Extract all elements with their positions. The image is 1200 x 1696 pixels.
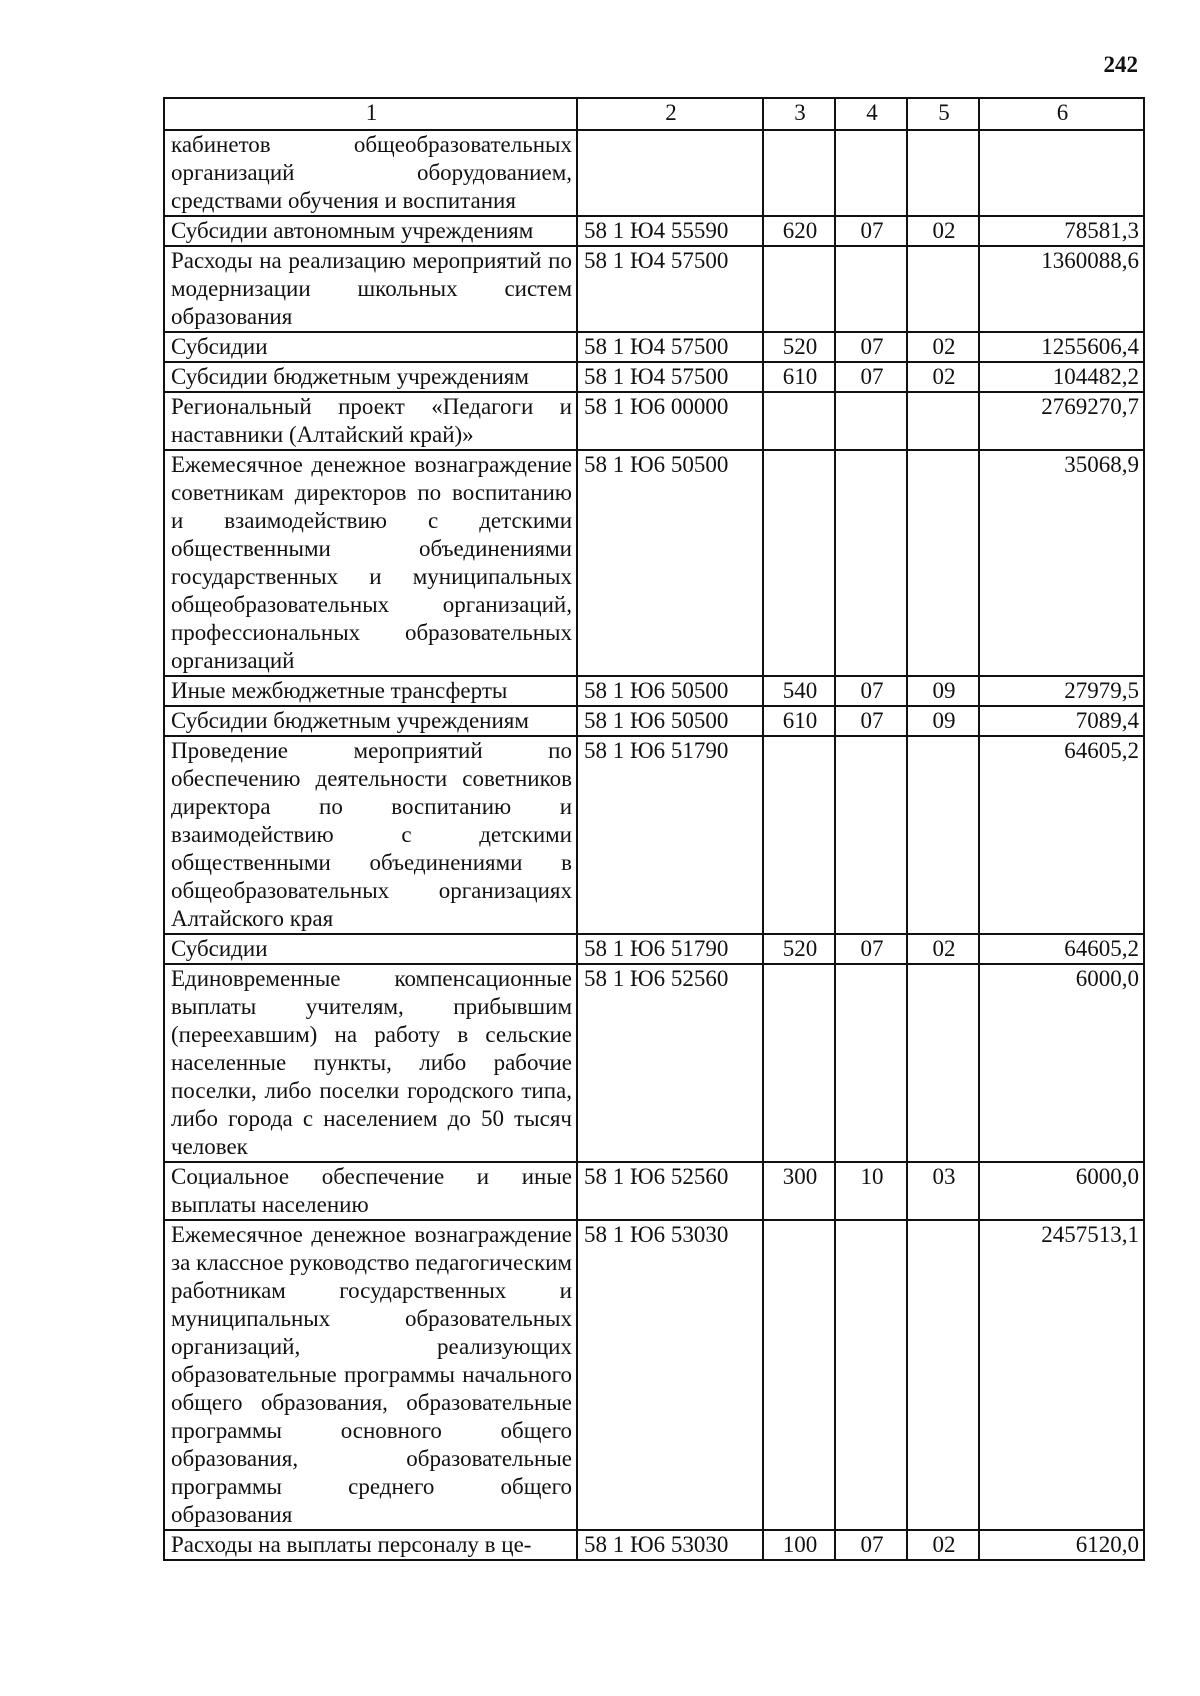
row-code: 58 1 Ю6 52560: [577, 964, 763, 1162]
row-col4: 10: [835, 1162, 907, 1220]
row-sum: 78581,3: [979, 216, 1144, 246]
table-row: [164, 246, 1144, 332]
header-cell: 4: [835, 98, 907, 130]
row-col5: [907, 246, 979, 332]
row-sum: 27979,5: [979, 676, 1144, 706]
row-col5: 02: [907, 934, 979, 964]
table-row: [164, 736, 1144, 934]
row-name: Ежемесячное денежное вознаграждение советникам директоров по воспитанию и взаимодействию с детскими общественными объединениями государственных и муниципальных общеобразовательных организаций, профессиональных образовательных организаций: [164, 450, 577, 676]
row-col5: 02: [907, 362, 979, 392]
header-cell: 3: [763, 98, 835, 130]
header-cell: 6: [979, 98, 1144, 130]
row-col5: 09: [907, 706, 979, 736]
row-col4: [835, 736, 907, 934]
row-code: 58 1 Ю6 53030: [577, 1530, 763, 1560]
row-name: Субсидии автономным учреждениям: [164, 216, 577, 246]
row-col5: [907, 450, 979, 676]
table-row: [164, 934, 1144, 964]
row-code: 58 1 Ю6 50500: [577, 676, 763, 706]
row-col4: [835, 392, 907, 450]
row-name: Проведение мероприятий по обеспечению деятельности советников директора по воспитанию и взаимодействию с детскими общественными объединениями в общеобразовательных организациях Алтайского края: [164, 736, 577, 934]
row-col3: 610: [763, 362, 835, 392]
row-name: Региональный проект «Педагоги и наставники (Алтайский край)»: [164, 392, 577, 450]
budget-table: [163, 97, 1145, 1561]
table-row: [164, 964, 1144, 1162]
table-row: [164, 130, 1144, 216]
row-col3: [763, 450, 835, 676]
row-col3: [763, 736, 835, 934]
table-row: [164, 676, 1144, 706]
row-col3: [763, 964, 835, 1162]
row-name: Субсидии бюджетным учреждениям: [164, 362, 577, 392]
table-row: [164, 1530, 1144, 1560]
row-code: 58 1 Ю4 57500: [577, 246, 763, 332]
row-col4: 07: [835, 934, 907, 964]
row-name: Единовременные компенсационные выплаты учителям, прибывшим (переехавшим) на работу в сельские населенные пункты, либо рабочие поселки, либо поселки городского типа, либо города с населением до 50 тысяч человек: [164, 964, 577, 1162]
row-sum: 7089,4: [979, 706, 1144, 736]
row-code: 58 1 Ю6 52560: [577, 1162, 763, 1220]
row-code: 58 1 Ю4 57500: [577, 332, 763, 362]
page-number: 242: [1103, 52, 1138, 77]
row-name: Социальное обеспечение и иные выплаты населению: [164, 1162, 577, 1220]
row-col3: 540: [763, 676, 835, 706]
row-sum: 64605,2: [979, 934, 1144, 964]
row-name: Расходы на выплаты персоналу в це-: [164, 1530, 577, 1560]
row-col5: 02: [907, 1530, 979, 1560]
row-sum: 2769270,7: [979, 392, 1144, 450]
row-code: 58 1 Ю4 57500: [577, 362, 763, 392]
row-name: Иные межбюджетные трансферты: [164, 676, 577, 706]
row-code: 58 1 Ю6 50500: [577, 706, 763, 736]
row-col4: 07: [835, 676, 907, 706]
row-code: 58 1 Ю6 51790: [577, 934, 763, 964]
row-sum: 6000,0: [979, 1162, 1144, 1220]
row-name: кабинетов общеобразовательных организаций оборудованием, средствами обучения и воспитания: [164, 130, 577, 216]
table-row: [164, 450, 1144, 676]
header-row: [164, 98, 1144, 130]
row-col4: [835, 246, 907, 332]
row-col4: 07: [835, 1530, 907, 1560]
row-col4: [835, 450, 907, 676]
row-col5: 09: [907, 676, 979, 706]
row-col5: [907, 130, 979, 216]
table-row: [164, 216, 1144, 246]
row-col3: 100: [763, 1530, 835, 1560]
row-col5: [907, 1220, 979, 1530]
row-sum: 104482,2: [979, 362, 1144, 392]
row-sum: 2457513,1: [979, 1220, 1144, 1530]
row-col5: 02: [907, 332, 979, 362]
row-name: Расходы на реализацию мероприятий по модернизации школьных систем образования: [164, 246, 577, 332]
row-code: 58 1 Ю6 00000: [577, 392, 763, 450]
row-name: Ежемесячное денежное вознаграждение за классное руководство педагогическим работникам государственных и муниципальных образовательных организаций, реализующих образовательные программы начального общего образования, образовательные программы основного общего образования, образовательные программы среднего общего образования: [164, 1220, 577, 1530]
row-col3: [763, 130, 835, 216]
row-col4: [835, 130, 907, 216]
table-row: [164, 332, 1144, 362]
row-sum: 35068,9: [979, 450, 1144, 676]
row-col4: 07: [835, 362, 907, 392]
row-col4: 07: [835, 332, 907, 362]
table-row: [164, 392, 1144, 450]
table-row: [164, 1220, 1144, 1530]
row-name: Субсидии: [164, 934, 577, 964]
row-col5: [907, 736, 979, 934]
row-col3: [763, 246, 835, 332]
row-col3: [763, 1220, 835, 1530]
row-sum: [979, 130, 1144, 216]
header-cell: 5: [907, 98, 979, 130]
row-sum: 64605,2: [979, 736, 1144, 934]
row-code: 58 1 Ю6 51790: [577, 736, 763, 934]
row-col3: 520: [763, 934, 835, 964]
row-code: 58 1 Ю4 55590: [577, 216, 763, 246]
row-col5: [907, 392, 979, 450]
row-col4: [835, 1220, 907, 1530]
row-code: 58 1 Ю6 53030: [577, 1220, 763, 1530]
header-cell: 2: [577, 98, 763, 130]
row-col3: 300: [763, 1162, 835, 1220]
row-col3: [763, 392, 835, 450]
row-name: Субсидии бюджетным учреждениям: [164, 706, 577, 736]
row-code: 58 1 Ю6 50500: [577, 450, 763, 676]
row-col3: 620: [763, 216, 835, 246]
row-sum: 6120,0: [979, 1530, 1144, 1560]
row-sum: 1360088,6: [979, 246, 1144, 332]
row-col5: 02: [907, 216, 979, 246]
table-row: [164, 362, 1144, 392]
row-col4: 07: [835, 706, 907, 736]
row-sum: 1255606,4: [979, 332, 1144, 362]
row-col5: 03: [907, 1162, 979, 1220]
row-sum: 6000,0: [979, 964, 1144, 1162]
table-row: [164, 1162, 1144, 1220]
row-col3: 520: [763, 332, 835, 362]
row-name: Субсидии: [164, 332, 577, 362]
row-col3: 610: [763, 706, 835, 736]
header-cell: 1: [164, 98, 577, 130]
row-col4: 07: [835, 216, 907, 246]
table-row: [164, 706, 1144, 736]
row-col4: [835, 964, 907, 1162]
row-code: [577, 130, 763, 216]
row-col5: [907, 964, 979, 1162]
